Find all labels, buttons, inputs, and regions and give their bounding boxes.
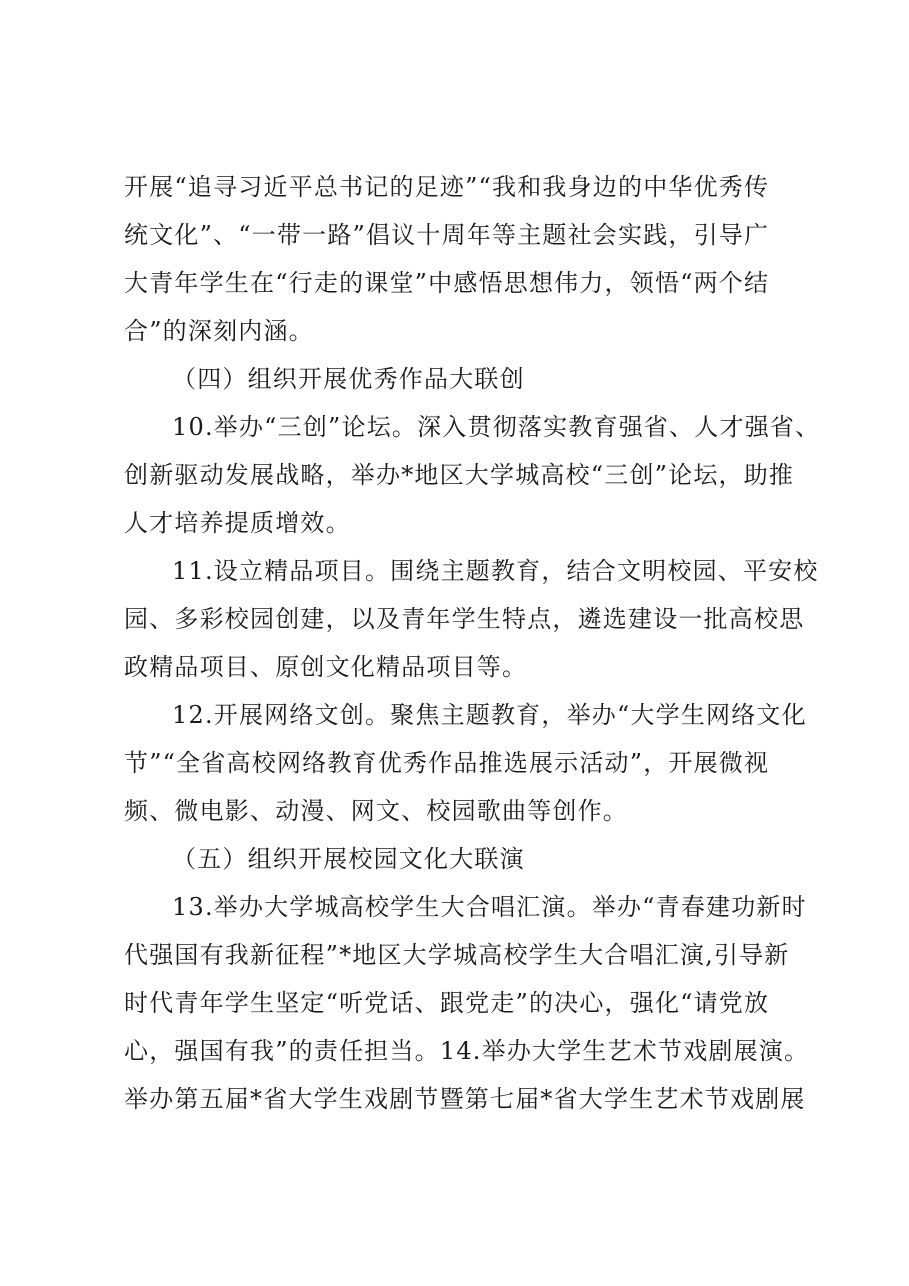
paragraph-line: 人才培养提质增效。 xyxy=(124,509,351,537)
paragraph-line: 合”的深刻内涵。 xyxy=(124,317,314,345)
section-heading: （四）组织开展优秀作品大联创 xyxy=(172,365,525,393)
paragraph-line: 开展“追寻习近平总书记的足迹”“我和我身边的中华优秀传 xyxy=(124,173,770,201)
paragraph-line: 心，强国有我”的责任担当。14.举办大学生艺术节戏剧展演。 xyxy=(124,1037,810,1065)
paragraph-line: 12.开展网络文创。聚焦主题教育，举办“大学生网络文化 xyxy=(172,701,807,729)
paragraph-line: 园、多彩校园创建，以及青年学生特点，遴选建设一批高校思 xyxy=(124,605,805,633)
section-heading: （五）组织开展校园文化大联演 xyxy=(172,845,525,873)
paragraph-line: 节”“全省高校网络教育优秀作品推选展示活动”，开展微视 xyxy=(124,749,770,777)
paragraph-line: 11.设立精品项目。围绕主题教育，结合文明校园、平安校 xyxy=(172,557,819,585)
paragraph-line: 13.举办大学城高校学生大合唱汇演。举办“青春建功新时 xyxy=(172,893,807,921)
paragraph-line: 举办第五届*省大学生戏剧节暨第七届*省大学生艺术节戏剧展 xyxy=(124,1085,806,1113)
paragraph-line: 10.举办“三创”论坛。深入贯彻落实教育强省、人才强省、 xyxy=(172,413,821,441)
paragraph-line: 时代青年学生坚定“听党话、跟党走”的决心，强化“请党放 xyxy=(124,989,770,1017)
paragraph-line: 频、微电影、动漫、网文、校园歌曲等创作。 xyxy=(124,797,628,825)
paragraph-line: 政精品项目、原创文化精品项目等。 xyxy=(124,653,528,681)
paragraph-line: 大青年学生在“行走的课堂”中感悟思想伟力，领悟“两个结 xyxy=(124,269,770,297)
paragraph-line: 代强国有我新征程”*地区大学城高校学生大合唱汇演,引导新 xyxy=(124,941,790,969)
paragraph-line: 统文化”、“一带一路”倡议十周年等主题社会实践，引导广 xyxy=(124,221,770,249)
paragraph-line: 创新驱动发展战略，举办*地区大学城高校“三创”论坛，助推 xyxy=(124,461,795,489)
